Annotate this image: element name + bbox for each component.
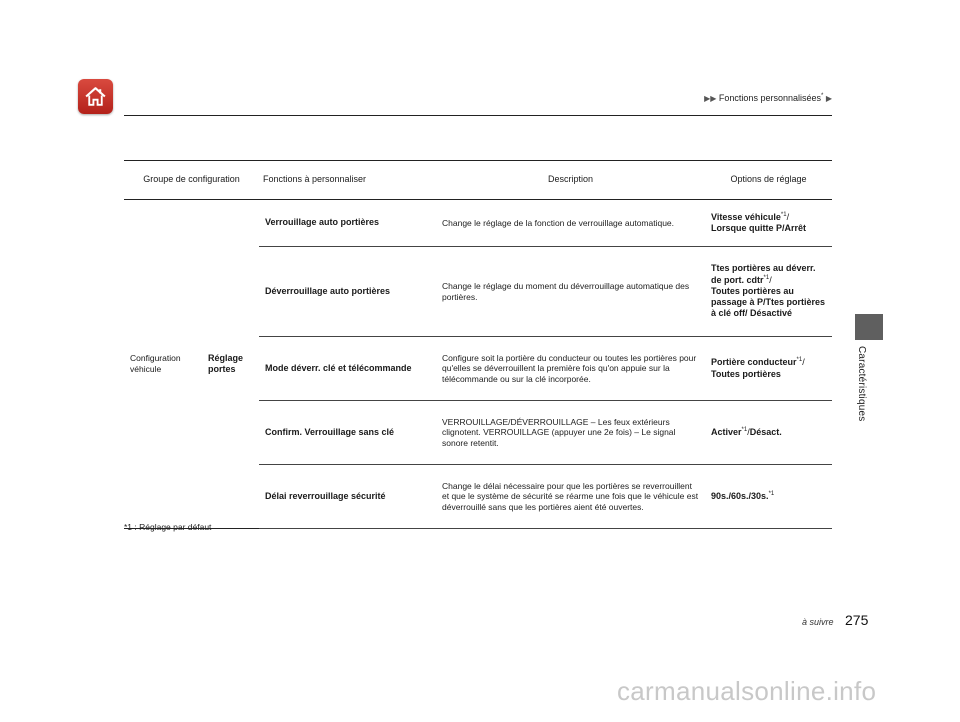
option-separator: /: [769, 274, 772, 285]
setting-options: [705, 247, 832, 337]
header-options: Options de réglage: [705, 161, 832, 200]
table-header-row: [124, 161, 832, 200]
header-function: Fonctions à personnaliser: [259, 161, 436, 200]
option-default: Ttes portières au déverr. de port. cdtr: [711, 263, 816, 285]
function-name: Confirm. Verrouillage sans clé: [259, 401, 436, 465]
home-button[interactable]: [78, 79, 113, 114]
page-number: 275: [845, 612, 869, 628]
option-separator: /: [802, 357, 805, 368]
group-level2: Réglage portes: [202, 200, 259, 529]
custom-functions-table: [124, 160, 832, 529]
function-description: Configure soit la portière du conducteur ou toutes les portières pour qu'elles se déverrouillent la première fois qu'on appuie sur la télécommande ou sur la clé incorporée.: [436, 337, 705, 401]
default-mark: *1: [796, 357, 803, 364]
option-alt: Toutes portières au passage à P/Ttes portières à clé off/ Désactivé: [711, 285, 826, 319]
function-name: Mode déverr. clé et télécommande: [259, 337, 436, 401]
option-default: 90s./60s./30s.: [711, 490, 769, 501]
header-description: Description: [436, 161, 705, 200]
default-mark: *1: [780, 211, 787, 218]
default-mark: *1: [741, 426, 748, 433]
function-description: Change le réglage du moment du déverrouillage automatique des portières.: [436, 247, 705, 337]
function-name: Déverrouillage auto portières: [259, 247, 436, 337]
option-alt: Toutes portières: [711, 368, 781, 379]
option-default: Activer: [711, 426, 742, 437]
home-icon: [83, 84, 108, 109]
option-alt: Désact.: [749, 426, 782, 437]
group-level1: Configuration véhicule: [124, 200, 202, 529]
section-tab-marker[interactable]: [855, 314, 883, 340]
breadcrumb-footnote-mark: *: [820, 93, 824, 99]
header-group: Groupe de configuration: [124, 161, 259, 200]
breadcrumb-arrows: ▶▶: [704, 94, 717, 103]
default-mark: *1: [768, 490, 775, 497]
setting-options: [705, 465, 832, 529]
option-separator: /: [786, 211, 790, 222]
option-default: Portière conducteur: [711, 357, 797, 368]
setting-options: [705, 401, 832, 465]
breadcrumb-end-arrow: ▶: [825, 94, 832, 103]
option-default: Vitesse véhicule: [711, 211, 781, 222]
function-name: Délai reverrouillage sécurité: [259, 465, 436, 529]
function-description: Change le réglage de la fonction de verrouillage automatique.: [436, 200, 705, 247]
default-mark: *1: [763, 274, 770, 281]
footnote: *1 : Réglage par défaut: [124, 522, 212, 532]
table-row: [124, 200, 832, 247]
option-separator: /: [747, 426, 750, 437]
breadcrumb-title[interactable]: Fonctions personnalisées: [718, 93, 821, 103]
function-description: VERROUILLAGE/DÉVERROUILLAGE – Les feux extérieurs clignotent. VERROUILLAGE (appuyer une 2e fois) – Le signal sonore retentit.: [436, 401, 705, 465]
section-label: Caractéristiques: [856, 346, 867, 422]
setting-options: [705, 337, 832, 401]
option-alt: Lorsque quitte P/Arrêt: [711, 223, 807, 233]
watermark: carmanualsonline.info: [617, 676, 877, 706]
function-name: Verrouillage auto portières: [259, 200, 436, 247]
breadcrumb[interactable]: [704, 93, 832, 103]
function-description: Change le délai nécessaire pour que les portières se reverrouillent et que le système de sécurité se réarme une fois que le véhicule est déverrouillé sans que les portières aient été ouvertes.: [436, 465, 705, 529]
setting-options: [705, 200, 832, 247]
continues-label: à suivre: [802, 617, 834, 627]
header-divider: [124, 115, 832, 116]
